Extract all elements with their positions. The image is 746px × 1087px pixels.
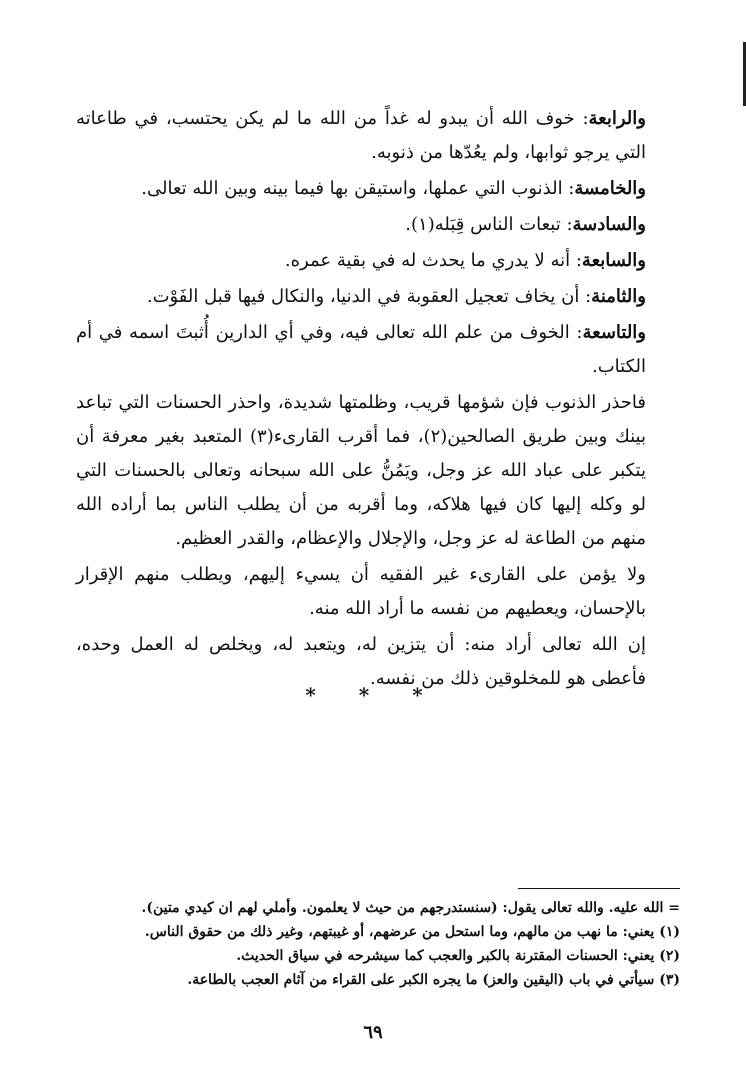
paragraph-lead: والسادسة: [572, 214, 646, 235]
paragraph-text: إن الله تعالى أراد منه: أن يتزين له، ويتعبد له، ويخلص له العمل وحده، فأعطى هو للمخلوقين ذلك من نفسه.: [76, 634, 646, 689]
paragraph-reciter: [76, 558, 646, 626]
main-text: [76, 102, 646, 698]
paragraph-text: : أن يخاف تعجيل العقوبة في الدنيا، والنكال فيها قبل الفَوْت.: [146, 286, 592, 307]
paragraph-beware-sins: [76, 386, 646, 556]
paragraph-seventh: [76, 244, 646, 278]
paragraph-ninth: [76, 316, 646, 384]
footnote-divider: [518, 888, 680, 889]
paragraph-lead: والتاسعة: [582, 322, 646, 343]
paragraph-lead: والثامنة: [591, 286, 646, 307]
paragraph-lead: والسابعة: [581, 250, 646, 271]
paragraph-fifth: [76, 172, 646, 206]
paragraph-text: فاحذر الذنوب فإن شؤمها قريب، وظلمتها شديدة، واحذر الحسنات التي تباعد بينك وبين طريق الصالحين(٢)، فما أقرب القارىء(٣) المتعبد بغير معرفة أن يتكبر على عباد الله عز وجل، ويَمُنُّ على الله سبحانه وتعالى بالحسنات التي لو وكله إليها كان فيها هلاكه، وما أقربه من أن يطلب الناس بما أراده الله منهم من الطاعة له عز وجل، والإجلال والإعظام، والقدر العظيم.: [76, 392, 646, 549]
paragraph-lead: والرابعة: [588, 108, 646, 129]
page-number: ٦٩: [363, 1022, 383, 1043]
paragraph-lead: والخامسة: [574, 178, 646, 199]
paragraph-sixth: [76, 208, 646, 242]
paragraph-text: : خوف الله أن يبدو له غداً من الله ما لم يكن يحتسب، في طاعاته التي يرجو ثوابها، ولم يعُدّها من ذنوبه.: [76, 108, 646, 163]
paragraph-text: : تبعات الناس قِبَله(١).: [405, 214, 573, 235]
footnote-3: (٣) سيأتي في باب (اليقين والعز) ما يجره الكبر على القراء من آثام العجب بالطاعة.: [187, 972, 680, 988]
paragraph-text: : أنه لا يدري ما يحدث له في بقية عمره.: [284, 250, 582, 271]
footnote-continued: = الله عليه. والله تعالى يقول: (سنستدرجهم من حيث لا يعلمون. وأملي لهم ان كيدي متين).: [141, 900, 680, 916]
paragraph-eighth: [76, 280, 646, 314]
paragraph-fourth: [76, 102, 646, 170]
section-separator: * * *: [305, 683, 441, 707]
footnote-1: (١) يعني: ما نهب من مالهم، وما استحل من عرضهم، أو غيبتهم، وغير ذلك من حقوق الناس.: [144, 924, 680, 940]
footnote-2: (٢) يعني: الحسنات المقترنة بالكبر والعجب كما سيشرحه في سياق الحديث.: [236, 948, 680, 964]
footnotes: [120, 896, 680, 992]
paragraph-text: ولا يؤمن على القارىء غير الفقيه أن يسيء إليهم، ويطلب منهم الإقرار بالإحسان، ويعطيهم من نفسه ما أراد الله منه.: [76, 564, 646, 619]
paragraph-text: : الخوف من علم الله تعالى فيه، وفي أي الدارين أُثبتَ اسمه في أم الكتاب.: [76, 322, 646, 377]
paragraph-text: : الذنوب التي عملها، واستيقن بها فيما بينه وبين الله تعالى.: [141, 178, 575, 199]
